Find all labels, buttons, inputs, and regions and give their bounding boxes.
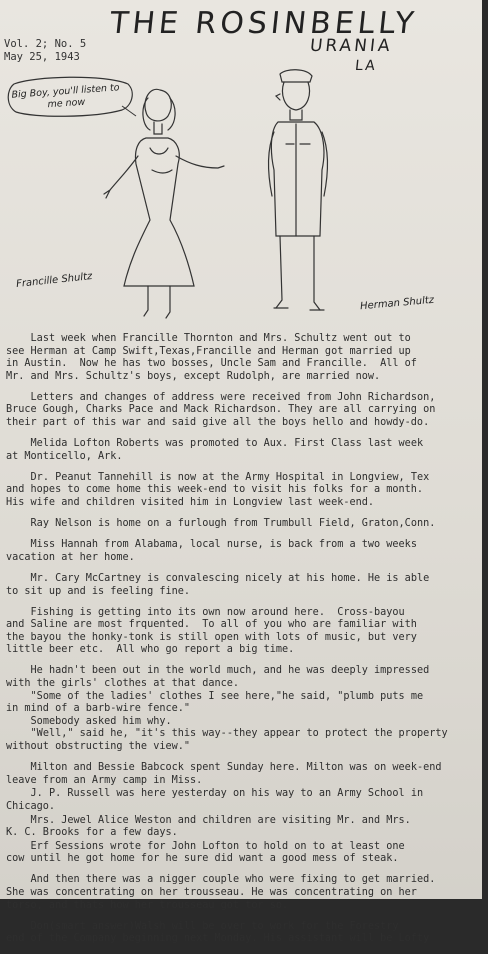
paragraph: Mrs. Jewel Alice Weston and children are visiting Mr. and Mrs. K. C. Brooks for a few days. — [6, 814, 411, 839]
location-town: URANIA — [308, 36, 394, 56]
location-state: LA — [354, 58, 378, 74]
paragraph: J. P. Russell was here yesterday on his way to an Army School in Chicago. — [6, 788, 424, 812]
article-body — [6, 333, 478, 954]
caption-herman: Herman Shultz — [359, 294, 435, 313]
paragraph: And then there was a nigger couple who were fixing to get married. She was concentrating on her trousseau. He was concentrating on her torso, and thats how her trousseau got tor so. — [6, 874, 436, 911]
paragraph: Dr. Peanut Tannehill is now at the Army Hospital in Longview, Tex and hopes to come home this week-end to visit his folks for a month. His wife and children visited him in Longview last week-end. — [6, 471, 430, 509]
issue-info — [4, 38, 86, 64]
issue-date: May 25, 1943 — [4, 51, 80, 63]
paragraph: Fishing is getting into its own now around here. Cross-bayou and Saline are most frquented. To all of you who are familiar with the bayou the honky-tonk is still open with lots of music, but very little beer etc. All who go report a big time. — [6, 606, 417, 656]
paragraph: Last week when Francille Thornton and Mrs. Schultz went out to see Herman at Camp Swift,Texas,Francille and Herman got married up in Austin. Now he has two bosses, Uncle Sam and Francille. All of Mr. and Mrs. Schultz's boys, except Rudolph, are married now. — [6, 333, 417, 382]
woman-figure — [104, 89, 224, 318]
paragraph: He hadn't been out in the world much, and he was deeply impressed with the girls' clothes at that dance. "Some of the ladies' clothes I see here,"he said, "plumb puts me in mind of a barb-wire fence." Somebody asked him why. "Well," said he, "it's this way--they appear to protect the property without obstructing the view." — [6, 665, 448, 753]
paragraph: Milton and Bessie Babcock spent Sunday here. Milton was on week-end leave from an Army camp in Miss. — [6, 762, 442, 786]
paragraph: Erf Sessions wrote for John Lofton to hold on to at least one cow until he got home for he sure did want a good mess of steak. — [6, 840, 405, 865]
paragraph: Don(smart answer)Walsh will be over to work for the Forestry end of the Company beginning next Monday. His assistant will be Lofty — [6, 920, 430, 945]
issue-volume: Vol. 2; No. 5 — [4, 38, 87, 50]
newsletter-title: THE ROSINBELLY — [108, 6, 420, 41]
cartoon-drawing — [90, 60, 390, 330]
paragraph: Mr. Cary McCartney is convalescing nicely at his home. He is able to sit up and is feeling fine. — [6, 572, 430, 597]
man-figure — [269, 70, 328, 310]
paragraph: Miss Hannah from Alabama, local nurse, is back from a two weeks vacation at her home. — [6, 539, 417, 563]
speech-bubble-text: Big Boy, you'll listen to me now — [11, 82, 120, 111]
paragraph: Melida Lofton Roberts was promoted to Aux. First Class last week at Monticello, Ark. — [6, 438, 424, 462]
paragraph: Letters and changes of address were received from John Richardson, Bruce Gough, Charks Pace and Mack Richardson. They are all carrying on their part of this war and said give all the boys hello and howdy-do. — [6, 391, 436, 429]
paragraph: Ray Nelson is home on a furlough from Trumbull Field, Graton,Conn. — [6, 518, 436, 530]
caption-francille: Francille Shultz — [15, 271, 93, 290]
